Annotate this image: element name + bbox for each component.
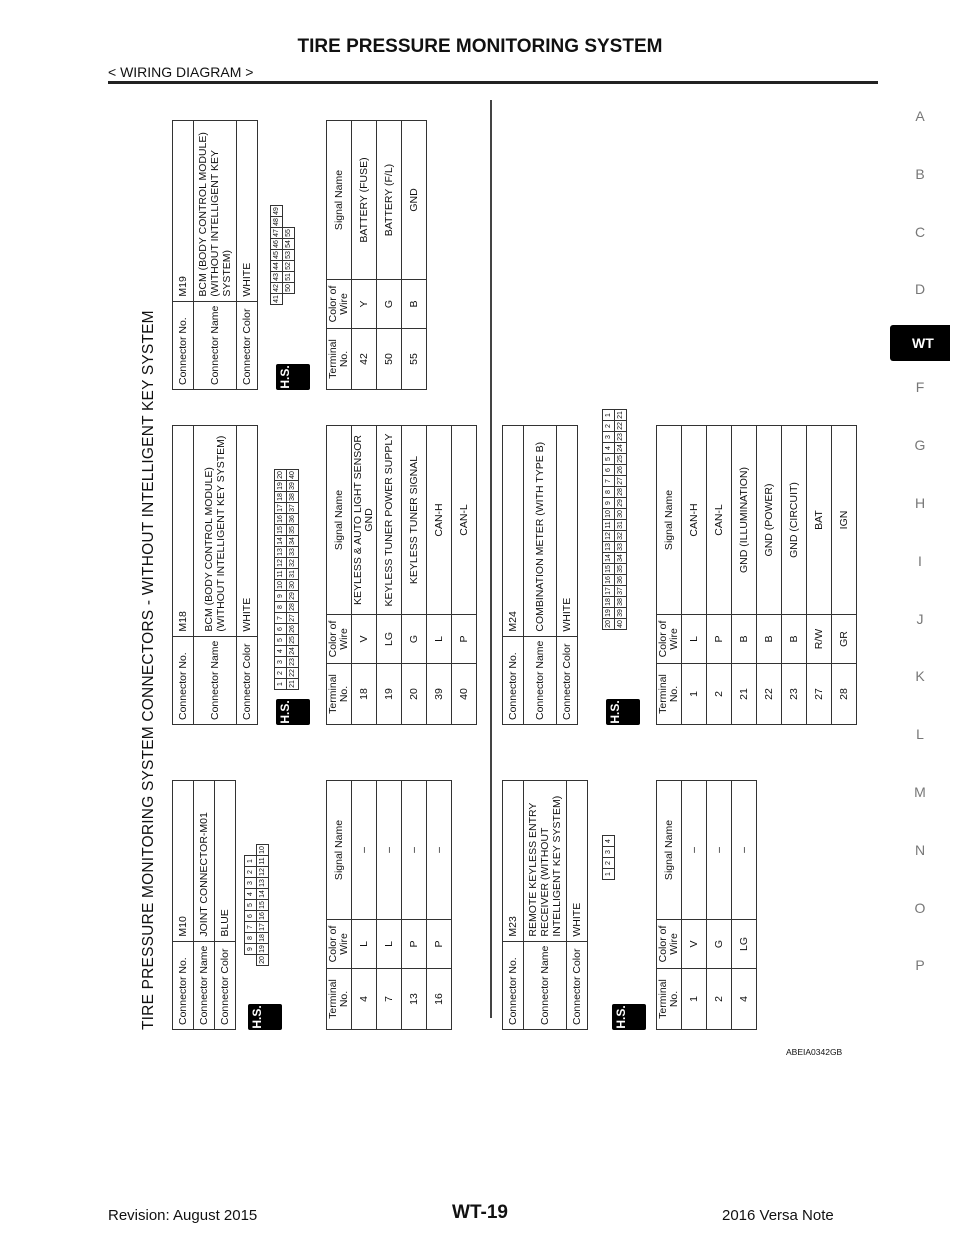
table-row: 13 P – — [402, 781, 427, 1030]
index-item[interactable]: G — [914, 437, 926, 454]
index-item[interactable]: L — [916, 726, 924, 743]
connector-no: M18 — [173, 426, 194, 637]
harness-side-icon: H.S. — [276, 364, 310, 390]
terminal-table-m10: Terminal No. Color of Wire Signal Name 4 L – 7 L – 13 P – 16 P – — [326, 780, 452, 1030]
sheet-title: TIRE PRESSURE MONITORING SYSTEM CONNECTORS - WITHOUT INTELLIGENT KEY SYSTEM — [140, 310, 157, 1030]
index-item[interactable]: O — [914, 899, 926, 916]
connector-m10 — [172, 780, 236, 1030]
pin-layout-m19: 41 42 43 44 45 46 47 48 49 50 51 52 53 54 55 — [270, 205, 295, 305]
table-row: 22 B GND (POWER) — [757, 426, 782, 725]
connector-color: WHITE — [237, 426, 258, 637]
harness-side-icon: H.S. — [248, 1004, 282, 1030]
connector-m19: Connector No. M19 Connector Name BCM (BODY CONTROL MODULE) (WITHOUT INTELLIGENT KEY SYSTEM) Connector Color WHITE — [172, 120, 258, 390]
harness-side-icon: H.S. — [606, 699, 640, 725]
label-connector-name: Connector Name — [194, 941, 215, 1029]
pin-layout-m24: 20 19 18 17 16 15 14 13 12 11 10 9 8 7 6 5 4 3 2 1 40 39 38 37 36 35 34 33 32 31 30 29 28 27 26 25 24 23 22 21 — [602, 409, 627, 630]
table-row: 7 L – — [377, 781, 402, 1030]
connector-color: WHITE — [567, 781, 588, 942]
terminal-table-m18: Terminal No. Color of Wire Signal Name 18 V KEYLESS & AUTO LIGHT SENSOR GND 19 LG KEYLESS TUNER POWER SUPPLY 20 G KEYLESS TUNER SIGNAL 39 L CAN-H 40 P CAN-L — [326, 425, 477, 725]
terminal-table-m24: Terminal No. Color of Wire Signal Name 1 L CAN-H 2 P CAN-L 21 B GND (ILLUMINATION) 22 B GND (POWER) 23 B GND (CIRCUIT) 27 R/W BAT 28 GR IGN — [656, 425, 857, 725]
connector-no: M19 — [173, 121, 194, 302]
connector-name: BCM (BODY CONTROL MODULE) (WITHOUT INTELLIGENT KEY SYSTEM) — [194, 426, 237, 637]
table-row: 1 V – — [682, 781, 707, 1030]
page-number: WT-19 — [452, 1202, 508, 1223]
terminal-table-m19: Terminal No. Color of Wire Signal Name 42 Y BATTERY (FUSE) 50 G BATTERY (F/L) 55 B GND — [326, 120, 427, 390]
table-row: 40 P CAN-L — [452, 426, 477, 725]
connector-m23: Connector No. M23 Connector Name REMOTE KEYLESS ENTRY RECEIVER (WITHOUT INTELLIGENT KEY SYSTEM) Connector Color WHITE — [502, 780, 588, 1030]
harness-side-icon: H.S. — [612, 1004, 646, 1030]
table-row: 16 P – — [427, 781, 452, 1030]
index-item[interactable]: K — [915, 668, 925, 685]
table-row: 39 L CAN-H — [427, 426, 452, 725]
table-row: 28 GR IGN — [832, 426, 857, 725]
figure-code: ABEIA0342GB — [786, 1047, 843, 1057]
section-subtitle: < WIRING DIAGRAM > — [108, 64, 254, 80]
connector-m18: Connector No. M18 Connector Name BCM (BODY CONTROL MODULE) (WITHOUT INTELLIGENT KEY SYSTEM) Connector Color WHITE — [172, 425, 258, 725]
header-rule — [108, 81, 878, 84]
connector-color: WHITE — [557, 426, 578, 637]
connector-no: M10 — [173, 781, 194, 942]
label-connector-no: Connector No. — [173, 941, 194, 1029]
label-connector-color: Connector Color — [215, 941, 236, 1029]
pin-layout-m18: 1 2 3 4 5 6 7 8 9 10 11 12 13 14 15 16 17 18 19 20 21 22 23 24 25 26 27 28 29 30 31 32 33 34 35 36 37 38 39 40 — [274, 469, 299, 690]
connector-m24: Connector No. M24 Connector Name COMBINATION METER (WITH TYPE B) Connector Color WHITE — [502, 425, 578, 725]
table-row: 2 G – — [707, 781, 732, 1030]
index-item[interactable]: C — [914, 223, 926, 240]
table-row: 1 L CAN-H — [682, 426, 707, 725]
index-item[interactable]: N — [914, 841, 926, 858]
pin-layout-m10: 9 8 7 6 5 4 3 2 1 20 19 18 17 16 15 14 13 12 11 10 — [244, 844, 269, 966]
index-item[interactable]: I — [918, 552, 922, 569]
harness-side-icon: H.S. — [276, 699, 310, 725]
index-item[interactable]: J — [916, 610, 924, 627]
revision-text: Revision: August 2015 — [108, 1207, 258, 1224]
table-row: 2 P CAN-L — [707, 426, 732, 725]
page-title: TIRE PRESSURE MONITORING SYSTEM — [297, 36, 663, 57]
table-row: 23 B GND (CIRCUIT) — [782, 426, 807, 725]
connector-name: JOINT CONNECTOR-M01 — [194, 781, 215, 942]
index-item[interactable]: H — [914, 494, 926, 511]
index-item[interactable]: P — [915, 957, 925, 974]
model-text: 2016 Versa Note — [722, 1207, 834, 1224]
section-index — [890, 102, 950, 1009]
connector-no: M24 — [503, 426, 524, 637]
index-item[interactable]: M — [914, 783, 926, 800]
connector-name: BCM (BODY CONTROL MODULE) (WITHOUT INTELLIGENT KEY SYSTEM) — [194, 121, 237, 302]
index-item[interactable]: D — [914, 281, 926, 298]
index-item[interactable]: A — [915, 108, 925, 124]
connector-color: WHITE — [237, 121, 258, 302]
table-row: 4 L – — [352, 781, 377, 1030]
table-row: 42 Y BATTERY (FUSE) — [352, 121, 377, 390]
table-row: 18 V KEYLESS & AUTO LIGHT SENSOR GND — [352, 426, 377, 725]
table-row: 4 LG – — [732, 781, 757, 1030]
index-item[interactable]: F — [915, 379, 925, 396]
connector-color: BLUE — [215, 781, 236, 942]
terminal-table-m23: Terminal No. Color of Wire Signal Name 1 V – 2 G – 4 LG – — [656, 780, 757, 1030]
table-row: 19 LG KEYLESS TUNER POWER SUPPLY — [377, 426, 402, 725]
connector-name: COMBINATION METER (WITH TYPE B) — [524, 426, 557, 637]
table-row: 20 G KEYLESS TUNER SIGNAL — [402, 426, 427, 725]
connector-name: REMOTE KEYLESS ENTRY RECEIVER (WITHOUT INTELLIGENT KEY SYSTEM) — [524, 781, 567, 942]
connector-sheet — [140, 110, 850, 1030]
table-row: 50 G BATTERY (F/L) — [377, 121, 402, 390]
index-item[interactable]: B — [915, 165, 925, 182]
connector-no: M23 — [503, 781, 524, 942]
table-row: 55 B GND — [402, 121, 427, 390]
table-row: 27 R/W BAT — [807, 426, 832, 725]
pin-layout-m23: 1 2 3 4 — [602, 835, 615, 880]
table-row: 21 B GND (ILLUMINATION) — [732, 426, 757, 725]
index-item-active[interactable]: WT — [890, 325, 950, 361]
